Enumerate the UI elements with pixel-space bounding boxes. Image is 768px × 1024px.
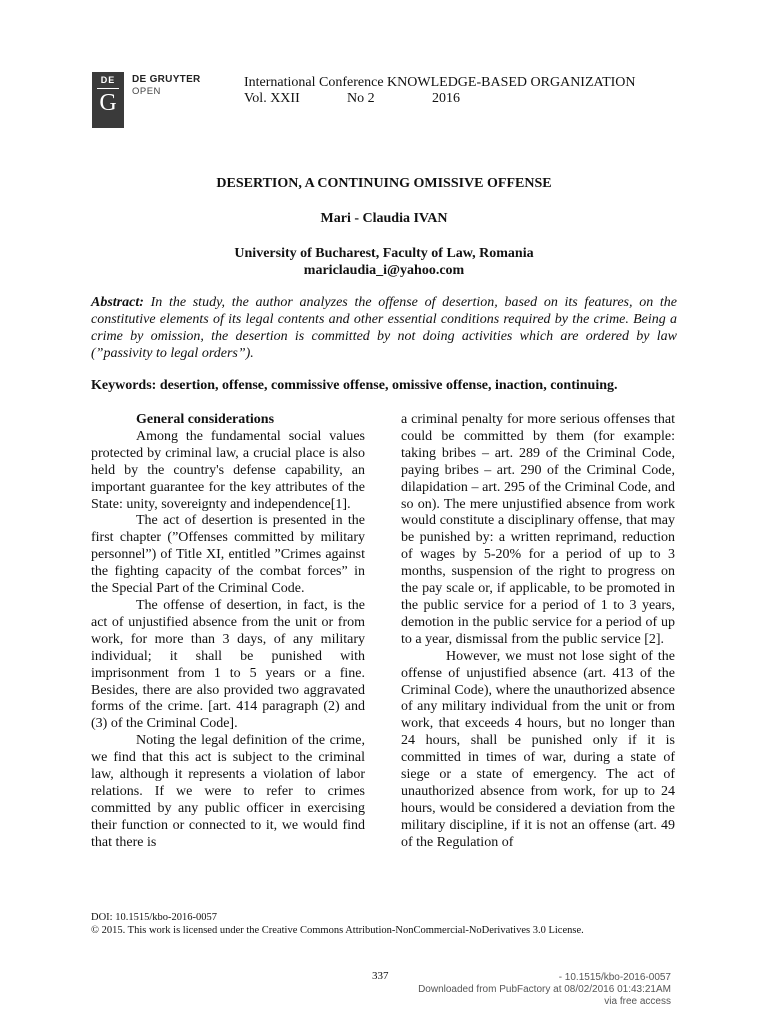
- paragraph: Among the fundamental social values protected by criminal law, a crucial place is also held by the country's defense capability, an important guarantee for the key attributes of the State: unity, sovereignty and independence[1].: [91, 428, 365, 512]
- logo-mark-top: DE: [100, 75, 116, 85]
- paragraph: However, we must not lose sight of the offense of unjustified absence (art. 413 of the Criminal Code), where the unauthorized absence of any military individual from the unit or from work, that exceeds 4 hours, but no longer than 24 hours, shall be punished only if it is committed in times of war, during a state of siege or a state of emergency. The act of unauthorized absence from work, for up to 24 hours, would be considered a deviation from the military discipline, if it is not an offense (art. 49 of the Regulation of: [401, 648, 675, 850]
- download-info: Downloaded from PubFactory at 08/02/2016 01:43:21AM: [418, 984, 671, 995]
- page-number: 337: [372, 970, 389, 982]
- access-info: via free access: [604, 996, 671, 1007]
- abstract: [91, 294, 677, 362]
- paper-title: DESERTION, A CONTINUING OMISSIVE OFFENSE: [216, 176, 552, 191]
- abstract-text: In the study, the author analyzes the offense of desertion, based on its features, on the constitutive elements of its legal contents and other essential conditions required by the crime. Being a crime by omission, the desertion is committed by not doing activities which are ordered by law (”passivity to legal orders”).: [91, 295, 677, 361]
- volume: Vol. XXII: [244, 91, 300, 106]
- conference-name: International Conference KNOWLEDGE-BASED ORGANIZATION: [244, 75, 636, 90]
- paper-author: Mari - Claudia IVAN: [320, 211, 448, 226]
- logo-name: DE GRUYTER: [132, 74, 201, 85]
- logo-mark: [92, 72, 124, 128]
- body-column-left: [91, 412, 365, 852]
- body-column-right: [401, 412, 675, 852]
- author-email[interactable]: mariclaudia_i@yahoo.com: [303, 263, 465, 278]
- doi: DOI: 10.1515/kbo-2016-0057: [91, 912, 217, 923]
- section-heading: General considerations: [136, 412, 275, 427]
- logo-mark-bottom: G: [99, 90, 117, 116]
- paragraph: a criminal penalty for more serious offenses that could be committed by them (for example: taking bribes – art. 289 of the Criminal Code, paying bribes – art. 290 of the Criminal Code, dilapidation – art. 295 of the Criminal Code, and so on). The mere unjustified absence from work would constitute a disciplinary offense, that may be punished by: a written reprimand, reduction of wages by 5-20% for a period of up to 3 months, suspension of the right to progress on the pay scale or, if applicable, to be promoted in the public service for a period of 1 to 3 years, demotion in the public service for a period of up to a year, dismissal from the public service [2].: [401, 412, 675, 647]
- license: © 2015. This work is licensed under the Creative Commons Attribution-NonCommercial-NoDerivatives 3.0 License.: [91, 925, 584, 936]
- paragraph: Noting the legal definition of the crime, we find that this act is subject to the criminal law, although it represents a violation of labor relations. If we were to refer to crimes committed by any public officer in exercising their function or connected to it, we would find that there is: [91, 733, 365, 850]
- keywords: Keywords: desertion, offense, commissive offense, omissive offense, inaction, continuing.: [91, 378, 618, 393]
- issue-year: 2016: [432, 91, 460, 106]
- author-affiliation-block: [0, 245, 768, 279]
- publisher-logo: [92, 72, 204, 128]
- issue-number: No 2: [347, 91, 375, 106]
- paragraph: The offense of desertion, in fact, is the act of unjustified absence from the unit or from work, for more than 3 days, of any military individual; it shall be punished with imprisonment from 1 to 5 years or a fine. Besides, there are also provided two aggravated forms of the crime. [art. 414 paragraph (2) and (3) of the Criminal Code].: [91, 597, 365, 732]
- author-affiliation: University of Bucharest, Faculty of Law, Romania: [234, 246, 534, 261]
- download-doi: - 10.1515/kbo-2016-0057: [558, 972, 671, 983]
- logo-sub: OPEN: [132, 86, 161, 97]
- paragraph: The act of desertion is presented in the first chapter (”Offenses committed by military personnel”) of Title XI, entitled ”Crimes against the fighting capacity of the combat forces” in the Special Part of the Criminal Code.: [91, 513, 365, 597]
- abstract-label: Abstract:: [91, 295, 144, 310]
